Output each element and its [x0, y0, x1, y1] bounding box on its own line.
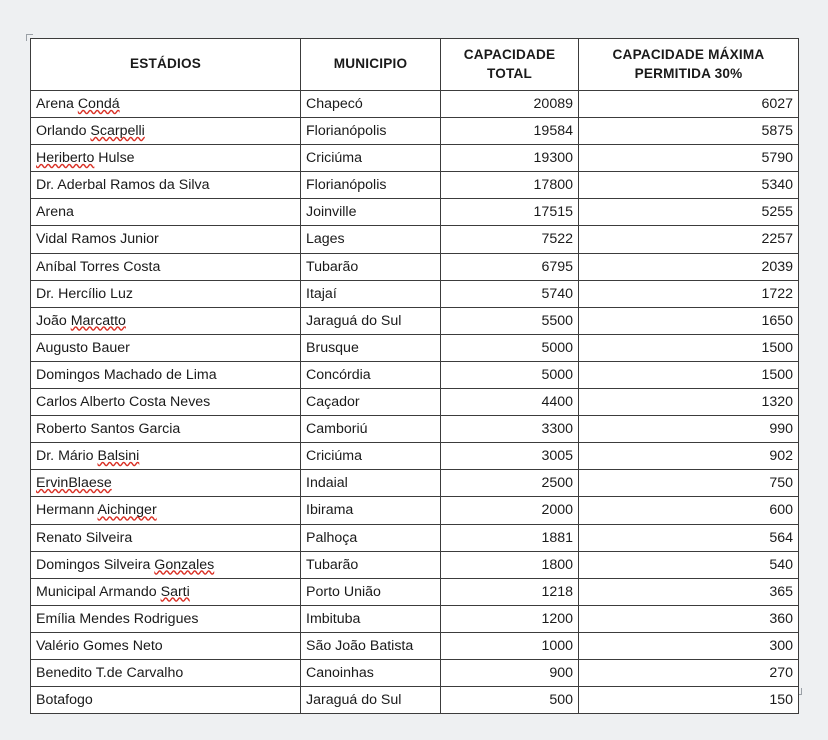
cell-city: Chapecó: [301, 91, 441, 118]
cell-stadium: Emília Mendes Rodrigues: [31, 605, 301, 632]
cell-stadium: Vidal Ramos Junior: [31, 226, 301, 253]
cell-city: Canoinhas: [301, 659, 441, 686]
cell-city: Caçador: [301, 389, 441, 416]
misspelled-word: ErvinBlaese: [36, 475, 112, 492]
column-header-total-capacity: [441, 39, 579, 91]
cell-allowed-capacity: 600: [579, 497, 799, 524]
cell-city: Tubarão: [301, 253, 441, 280]
cell-allowed-capacity: 5790: [579, 145, 799, 172]
table-row: [31, 416, 799, 443]
cell-total-capacity: 2000: [441, 497, 579, 524]
column-header-total-capacity-line1: CAPACIDADE: [463, 47, 556, 63]
table-row: [31, 307, 799, 334]
cell-city: São João Batista: [301, 632, 441, 659]
column-header-stadium-label: ESTÁDIOS: [129, 56, 202, 72]
table-row: [31, 659, 799, 686]
cell-city: Criciúma: [301, 145, 441, 172]
column-header-allowed-capacity: [579, 39, 799, 91]
cell-total-capacity: 3300: [441, 416, 579, 443]
column-header-allowed-capacity-line2: PERMITIDA 30%: [634, 65, 743, 81]
table-row: [31, 91, 799, 118]
cell-allowed-capacity: 300: [579, 632, 799, 659]
cell-total-capacity: 6795: [441, 253, 579, 280]
cell-allowed-capacity: 360: [579, 605, 799, 632]
cell-city: Palhoça: [301, 524, 441, 551]
cell-total-capacity: 20089: [441, 91, 579, 118]
table-row: [31, 578, 799, 605]
table-header: [31, 39, 799, 91]
stadium-capacity-table-container: [30, 38, 798, 709]
table-body: [31, 91, 799, 714]
cell-stadium: Domingos Silveira Gonzales: [31, 551, 301, 578]
cell-allowed-capacity: 1500: [579, 361, 799, 388]
cell-stadium: Municipal Armando Sarti: [31, 578, 301, 605]
cell-allowed-capacity: 564: [579, 524, 799, 551]
table-row: [31, 443, 799, 470]
cell-total-capacity: 1881: [441, 524, 579, 551]
cell-allowed-capacity: 540: [579, 551, 799, 578]
cell-allowed-capacity: 5255: [579, 199, 799, 226]
cell-stadium: Arena: [31, 199, 301, 226]
column-header-city-label: MUNICIPIO: [333, 56, 408, 72]
cell-city: Indaial: [301, 470, 441, 497]
cell-city: Jaraguá do Sul: [301, 687, 441, 714]
cell-total-capacity: 500: [441, 687, 579, 714]
cell-allowed-capacity: 990: [579, 416, 799, 443]
table-row: [31, 605, 799, 632]
column-header-city: [301, 39, 441, 91]
cell-total-capacity: 4400: [441, 389, 579, 416]
column-header-allowed-capacity-line1: CAPACIDADE MÁXIMA: [612, 47, 765, 63]
cell-city: Florianópolis: [301, 172, 441, 199]
cell-allowed-capacity: 6027: [579, 91, 799, 118]
cell-city: Criciúma: [301, 443, 441, 470]
table-row: [31, 632, 799, 659]
table-row: [31, 687, 799, 714]
cell-total-capacity: 7522: [441, 226, 579, 253]
cell-city: Itajaí: [301, 280, 441, 307]
cell-total-capacity: 5000: [441, 361, 579, 388]
cell-stadium: Botafogo: [31, 687, 301, 714]
cell-city: Jaraguá do Sul: [301, 307, 441, 334]
cell-allowed-capacity: 150: [579, 687, 799, 714]
cell-city: Porto União: [301, 578, 441, 605]
cell-stadium: Hermann Aichinger: [31, 497, 301, 524]
cell-total-capacity: 5500: [441, 307, 579, 334]
cell-city: Brusque: [301, 334, 441, 361]
cell-total-capacity: 19300: [441, 145, 579, 172]
table-row: [31, 226, 799, 253]
table-row: [31, 470, 799, 497]
table-header-row: [31, 39, 799, 91]
cell-stadium: João Marcatto: [31, 307, 301, 334]
cell-total-capacity: 1800: [441, 551, 579, 578]
cell-total-capacity: 19584: [441, 118, 579, 145]
cell-stadium: Roberto Santos Garcia: [31, 416, 301, 443]
cell-stadium: Domingos Machado de Lima: [31, 361, 301, 388]
misspelled-word: Sarti: [160, 583, 190, 600]
cell-city: Florianópolis: [301, 118, 441, 145]
cell-total-capacity: 2500: [441, 470, 579, 497]
cell-city: Imbituba: [301, 605, 441, 632]
table-row: [31, 497, 799, 524]
cell-total-capacity: 5740: [441, 280, 579, 307]
cell-stadium: Carlos Alberto Costa Neves: [31, 389, 301, 416]
cell-allowed-capacity: 1500: [579, 334, 799, 361]
cell-total-capacity: 1000: [441, 632, 579, 659]
cell-stadium: Renato Silveira: [31, 524, 301, 551]
table-row: [31, 253, 799, 280]
cell-allowed-capacity: 2257: [579, 226, 799, 253]
misspelled-word: Balsini: [97, 448, 140, 465]
misspelled-word: Aichinger: [97, 502, 157, 519]
table-row: [31, 524, 799, 551]
misspelled-word: Gonzales: [154, 556, 215, 573]
cell-total-capacity: 900: [441, 659, 579, 686]
column-header-total-capacity-line2: TOTAL: [486, 65, 533, 81]
table-row: [31, 389, 799, 416]
cell-allowed-capacity: 1320: [579, 389, 799, 416]
table-row: [31, 551, 799, 578]
cell-allowed-capacity: 1722: [579, 280, 799, 307]
cell-stadium: Heriberto Hulse: [31, 145, 301, 172]
table-row: [31, 172, 799, 199]
cell-stadium: Valério Gomes Neto: [31, 632, 301, 659]
cell-city: Ibirama: [301, 497, 441, 524]
cell-allowed-capacity: 1650: [579, 307, 799, 334]
cell-allowed-capacity: 750: [579, 470, 799, 497]
cell-stadium: Orlando Scarpelli: [31, 118, 301, 145]
table-row: [31, 199, 799, 226]
cell-stadium: Aníbal Torres Costa: [31, 253, 301, 280]
cell-allowed-capacity: 365: [579, 578, 799, 605]
cell-total-capacity: 17800: [441, 172, 579, 199]
cell-allowed-capacity: 2039: [579, 253, 799, 280]
misspelled-word: Condá: [77, 96, 120, 112]
cell-total-capacity: 1218: [441, 578, 579, 605]
cell-stadium: Dr. Aderbal Ramos da Silva: [31, 172, 301, 199]
column-header-stadium: [31, 39, 301, 91]
cell-stadium: Dr. Hercílio Luz: [31, 280, 301, 307]
table-row: [31, 280, 799, 307]
cell-city: Concórdia: [301, 361, 441, 388]
table-row: [31, 361, 799, 388]
table-row: [31, 118, 799, 145]
stadium-capacity-table: [30, 38, 799, 714]
table-row: [31, 334, 799, 361]
cell-total-capacity: 5000: [441, 334, 579, 361]
cell-total-capacity: 17515: [441, 199, 579, 226]
cell-allowed-capacity: 902: [579, 443, 799, 470]
table-row: [31, 145, 799, 172]
cell-allowed-capacity: 270: [579, 659, 799, 686]
cell-stadium: [31, 470, 301, 497]
cell-allowed-capacity: 5875: [579, 118, 799, 145]
cell-city: Camboriú: [301, 416, 441, 443]
cell-city: Lages: [301, 226, 441, 253]
cell-stadium: Benedito T.de Carvalho: [31, 659, 301, 686]
misspelled-word: Scarpelli: [90, 123, 145, 140]
cell-total-capacity: 1200: [441, 605, 579, 632]
misspelled-word: Marcatto: [70, 312, 126, 329]
cell-stadium: Arena Condá: [31, 91, 301, 118]
cell-stadium: Dr. Mário Balsini: [31, 443, 301, 470]
misspelled-word: Heriberto: [36, 150, 95, 167]
cell-city: Joinville: [301, 199, 441, 226]
cell-total-capacity: 3005: [441, 443, 579, 470]
cell-city: Tubarão: [301, 551, 441, 578]
cell-allowed-capacity: 5340: [579, 172, 799, 199]
cell-stadium: Augusto Bauer: [31, 334, 301, 361]
